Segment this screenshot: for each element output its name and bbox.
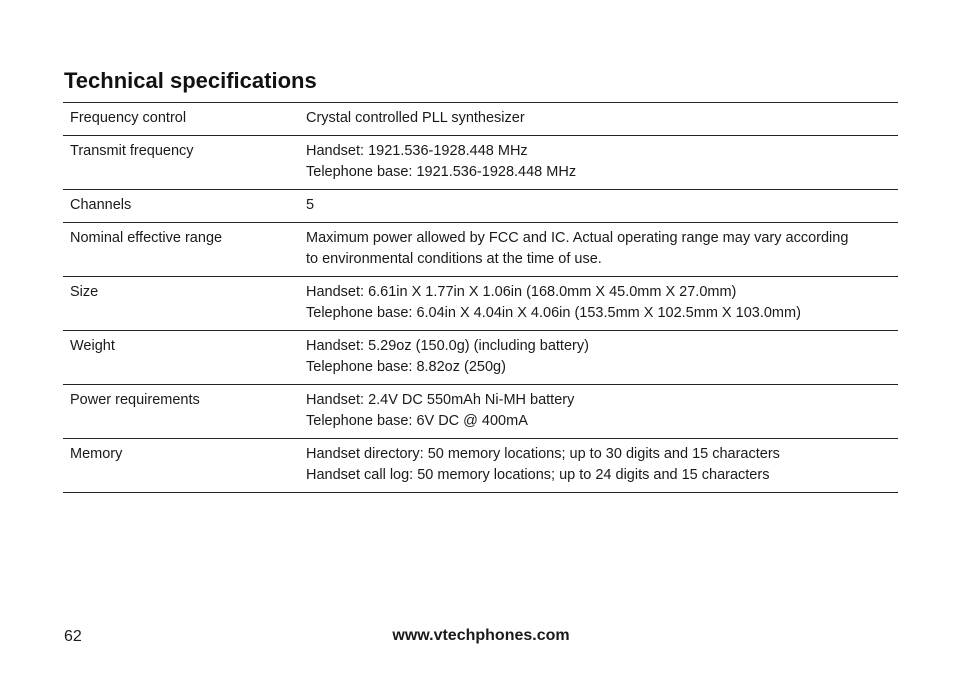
spec-value-line: Handset call log: 50 memory locations; up to 24 digits and 15 characters bbox=[306, 467, 770, 483]
spec-value bbox=[306, 277, 898, 331]
spec-value-line: Maximum power allowed by FCC and IC. Actual operating range may vary according bbox=[306, 230, 849, 246]
page-number: 62 bbox=[64, 628, 82, 645]
spec-label: Memory bbox=[63, 439, 306, 493]
spec-value-line: Telephone base: 8.82oz (250g) bbox=[306, 359, 506, 375]
table-row bbox=[63, 223, 898, 277]
spec-value-line: Handset: 1921.536-1928.448 MHz bbox=[306, 143, 528, 159]
spec-value-line: Handset: 6.61in X 1.77in X 1.06in (168.0mm X 45.0mm X 27.0mm) bbox=[306, 284, 737, 300]
table-row bbox=[63, 103, 898, 136]
spec-value-line: Telephone base: 6.04in X 4.04in X 4.06in (153.5mm X 102.5mm X 103.0mm) bbox=[306, 305, 801, 321]
table-row bbox=[63, 331, 898, 385]
spec-value bbox=[306, 223, 898, 277]
spec-value-line: Handset: 5.29oz (150.0g) (including battery) bbox=[306, 338, 589, 354]
table-row bbox=[63, 439, 898, 493]
spec-value-line: 5 bbox=[306, 197, 315, 213]
spec-value bbox=[306, 190, 898, 223]
spec-value-line: Handset directory: 50 memory locations; up to 30 digits and 15 characters bbox=[306, 446, 780, 462]
spec-value bbox=[306, 439, 898, 493]
spec-value bbox=[306, 385, 898, 439]
spec-value-line: Telephone base: 6V DC @ 400mA bbox=[306, 413, 528, 429]
table-row bbox=[63, 277, 898, 331]
spec-label: Size bbox=[63, 277, 306, 331]
table-row bbox=[63, 385, 898, 439]
spec-value-line: Handset: 2.4V DC 550mAh Ni-MH battery bbox=[306, 392, 575, 408]
spec-value bbox=[306, 103, 898, 136]
spec-value-line: to environmental conditions at the time of use. bbox=[306, 251, 602, 267]
spec-label: Weight bbox=[63, 331, 306, 385]
spec-label: Nominal effective range bbox=[63, 223, 306, 277]
spec-table bbox=[63, 102, 898, 493]
table-row bbox=[63, 136, 898, 190]
table-row bbox=[63, 190, 898, 223]
spec-value bbox=[306, 136, 898, 190]
footer-url: www.vtechphones.com bbox=[392, 627, 570, 644]
page-title: Technical specifications bbox=[64, 68, 317, 93]
spec-label: Frequency control bbox=[63, 103, 306, 136]
spec-value-line: Crystal controlled PLL synthesizer bbox=[306, 110, 525, 126]
spec-label: Power requirements bbox=[63, 385, 306, 439]
spec-value bbox=[306, 331, 898, 385]
spec-label: Channels bbox=[63, 190, 306, 223]
spec-value-line: Telephone base: 1921.536-1928.448 MHz bbox=[306, 164, 577, 180]
spec-label: Transmit frequency bbox=[63, 136, 306, 190]
